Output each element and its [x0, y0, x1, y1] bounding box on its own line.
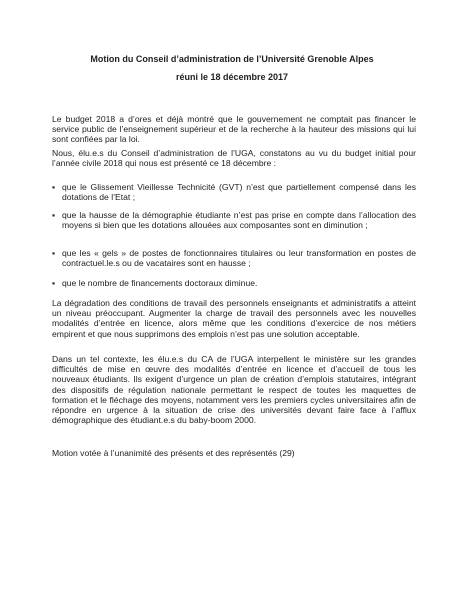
paragraph-working-conditions: La dégradation des conditions de travail des personnels enseignants et administratifs a atteint un niveau préoccupant. Augmenter la charge de travail des personnels avec les nouvelles modalités d’entrée en licence, alors même que les conditions d’exercice de nos métiers empirent et que nous supprimons des emplois n’est pas une solution acceptable.	[52, 298, 416, 339]
bullet-marker: ▪	[52, 210, 56, 220]
bullet-marker: ▪	[52, 278, 56, 288]
bullet-marker: ▪	[52, 248, 56, 258]
bullet-marker: ▪	[52, 182, 56, 192]
paragraph-observation: Nous, élu.e.s du Conseil d’administration de l’UGA, constatons au vu du budget initial pour l’année civile 2018 qui nous est présenté ce 18 décembre :	[52, 148, 416, 169]
bullet-text: que la hausse de la démographie étudiante n’est pas prise en compte dans l’allocation des moyens si bien que les dotations allouées aux composantes sont en diminution ;	[62, 210, 416, 231]
bullet-text: que les « gels » de postes de fonctionnaires titulaires ou leur transformation en postes de contractuel.le.s ou de vacataires sont en hausse ;	[62, 248, 416, 269]
document-title: Motion du Conseil d’administration de l’Université Grenoble Alpes	[90, 54, 374, 64]
document-subtitle: réuni le 18 décembre 2017	[175, 72, 289, 82]
bullet-text: que le nombre de financements doctoraux diminue.	[62, 278, 258, 288]
paragraph-context: Dans un tel contexte, les élu.e.s du CA de l’UGA interpellent le ministère sur les grandes difficultés de mise en œuvre des modalités d’entrée en licence et d’accueil de tous les nouveaux étudiants. Ils exigent d’urgence un plan de création d’emplois statutaires, intégrant des dispositifs de régulation nationale permettant le respect de toutes les maquettes de formation et le fléchage des moyens, notamment vers les premiers cycles universitaires afin de répondre en urgence à la situation de crise des universités devant faire face à l’afflux démographique des étudiant.e.s du baby-boom 2000.	[52, 354, 416, 426]
vote-statement: Motion votée à l’unanimité des présents et des représentés (29)	[52, 448, 295, 458]
paragraph-budget: Le budget 2018 a d’ores et déjà montré que le gouvernement ne comptait pas financer le service public de l’enseignement supérieur et de la recherche à la hauteur des missions qui lui sont confiées par la loi.	[52, 114, 416, 145]
bullet-text: que le Glissement Vieillesse Technicité (GVT) n’est que partiellement compensé dans les dotations de l’Etat ;	[62, 182, 416, 203]
